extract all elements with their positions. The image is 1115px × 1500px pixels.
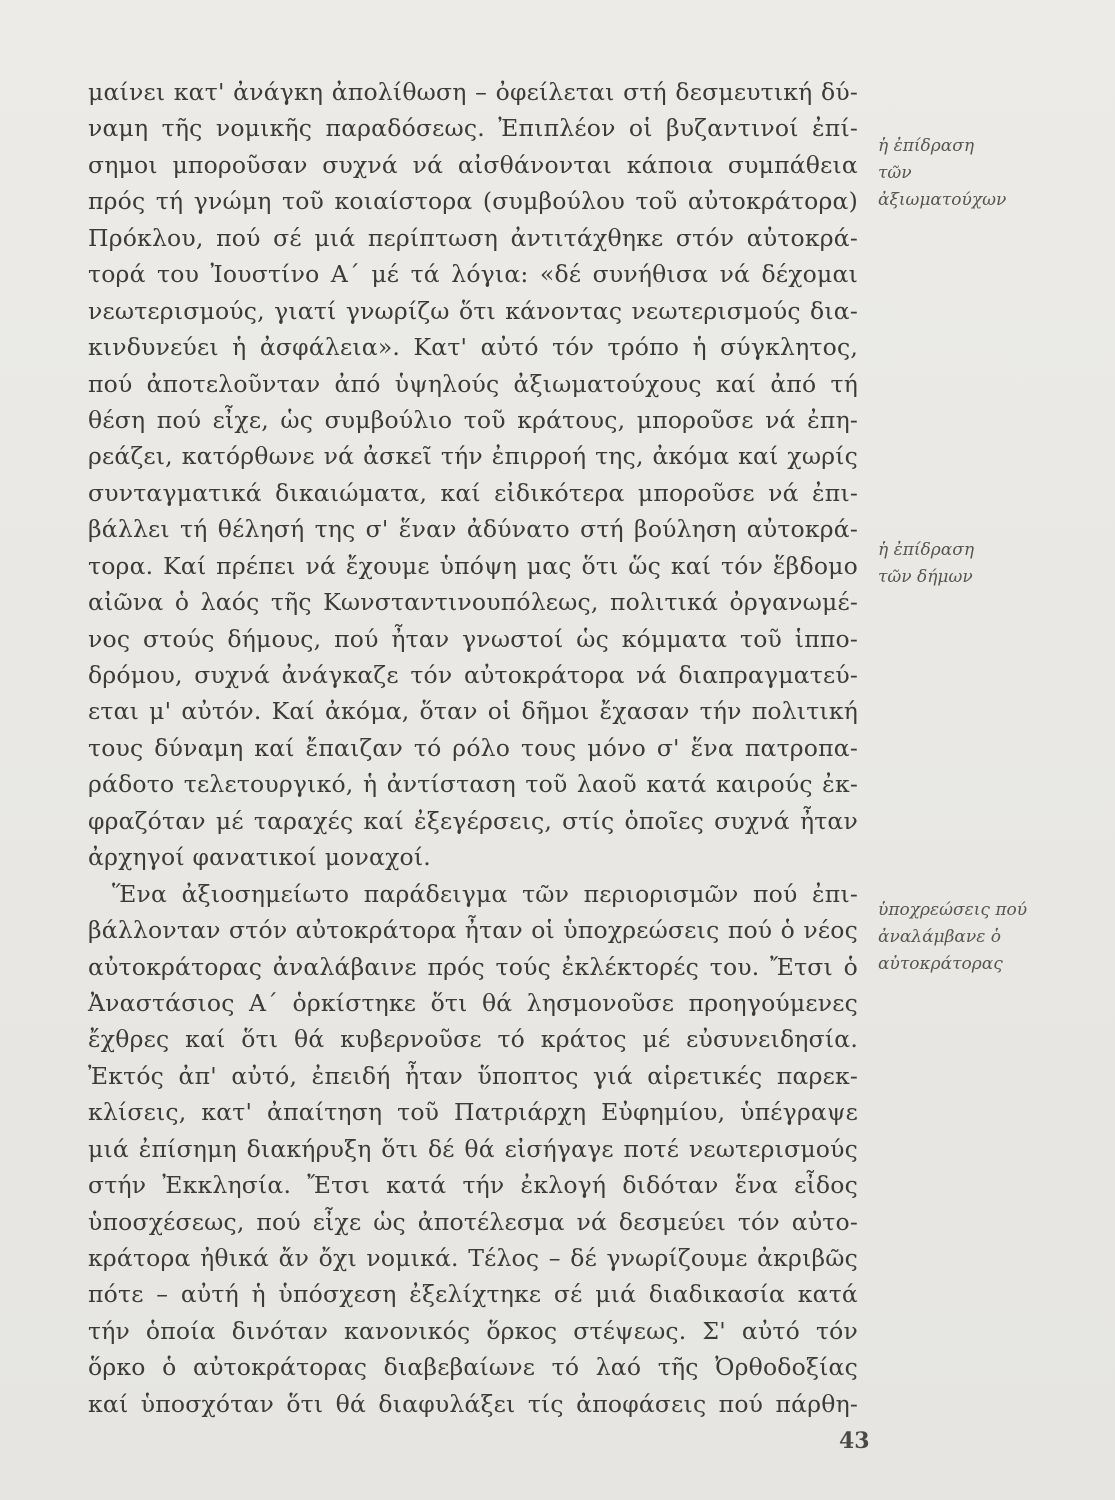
text-line: ὅρκο ὁ αὐτοκράτορας διαβεβαίωνε τό λαό τῆς Ὀρθοδοξίας [88, 1353, 858, 1382]
text-line: στήν Ἐκκλησία. Ἔτσι κατά τήν ἐκλογή διδόταν ἕνα εἶδος [88, 1171, 858, 1200]
margin-note-line: ἀναλάμβανε ὁ [878, 927, 1002, 947]
text-line: ἔχθρες καί ὅτι θά κυβερνοῦσε τό κράτος μέ εὐσυνειδησία. [88, 1025, 858, 1054]
text-line: νεωτερισμούς, γιατί γνωρίζω ὅτι κάνοντας νεωτερισμούς δια- [88, 296, 858, 325]
text-line: πού ἀποτελοῦνταν ἀπό ὑψηλούς ἀξιωματούχους καί ἀπό τή [88, 369, 858, 398]
margin-note-line: ἡ ἐπίδραση [878, 540, 975, 560]
margin-note-line: τῶν [878, 163, 912, 183]
text-line: αἰῶνα ὁ λαός τῆς Κωνσταντινουπόλεως, πολιτικά ὀργανωμέ- [88, 588, 858, 617]
text-line: ράδοτο τελετουργικό, ἡ ἀντίσταση τοῦ λαοῦ κατά καιρούς ἐκ- [88, 770, 858, 799]
text-line: βάλλει τή θέλησή της σ' ἕναν ἀδύνατο στή βούληση αὐτοκρά- [88, 515, 858, 544]
margin-note-officials [878, 133, 1078, 214]
text-line: ἀρχηγοί φανατικοί μοναχοί. [88, 843, 431, 872]
text-line: κράτορα ἠθικά ἄν ὄχι νομικά. Τέλος – δέ γνωρίζουμε ἀκριβῶς [88, 1244, 858, 1272]
text-line: ναμη τῆς νομικῆς παραδόσεως. Ἐπιπλέον οἱ βυζαντινοί ἐπί- [88, 114, 858, 143]
text-line: συνταγματικά δικαιώματα, καί εἰδικότερα μποροῦσε νά ἐπι- [88, 478, 858, 507]
text-line: κινδυνεύει ἡ ἀσφάλεια». Κατ' αὐτό τόν τρόπο ἡ σύγκλητος, [88, 333, 858, 362]
text-line: σημοι μποροῦσαν συχνά νά αἰσθάνονται κάποια συμπάθεια [88, 150, 858, 179]
text-line: μιά ἐπίσημη διακήρυξη ὅτι δέ θά εἰσήγαγε ποτέ νεωτερισμούς [88, 1134, 858, 1163]
margin-note-line: ἡ ἐπίδραση [878, 136, 975, 156]
text-line: εται μ' αὐτόν. Καί ἀκόμα, ὅταν οἱ δῆμοι ἔχασαν τήν πολιτική [88, 697, 858, 726]
text-line: Πρόκλου, πού σέ μιά περίπτωση ἀντιτάχθηκε στόν αὐτοκρά- [88, 223, 858, 252]
text-line: μαίνει κατ' ἀνάγκη ἀπολίθωση – ὀφείλεται στή δεσμευτική δύ- [88, 78, 858, 106]
text-line: τορα. Καί πρέπει νά ἔχουμε ὑπόψη μας ὅτι ὥς καί τόν ἕβδομο [88, 551, 858, 580]
main-text-body [88, 74, 858, 1422]
text-line: ὑποσχέσεως, πού εἶχε ὡς ἀποτέλεσμα νά δεσμεύει τόν αὐτο- [88, 1207, 858, 1236]
text-line: νος στούς δήμους, πού ἦταν γνωστοί ὡς κόμματα τοῦ ἱππο- [88, 624, 858, 653]
text-line: Ἕνα ἀξιοσημείωτο παράδειγμα τῶν περιορισμῶν πού ἐπι- [112, 879, 858, 908]
text-line: ρεάζει, κατόρθωνε νά ἀσκεῖ τήν ἐπιρροή της, ἀκόμα καί χωρίς [88, 442, 858, 471]
margin-note-obligations [878, 897, 1078, 978]
text-line: αὐτοκράτορας ἀναλάβαινε πρός τούς ἐκλέκτορές του. Ἔτσι ὁ [88, 952, 858, 981]
margin-note-line: ὑποχρεώσεις πού [878, 900, 1028, 920]
text-line: καί ὑποσχόταν ὅτι θά διαφυλάξει τίς ἀποφάσεις πού πάρθη- [88, 1389, 858, 1418]
text-line: τορά του Ἰουστίνο Α΄ μέ τά λόγια: «δέ συνήθισα νά δέχομαι [88, 260, 858, 289]
text-line: τήν ὁποία δινόταν κανονικός ὅρκος στέψεως. Σ' αὐτό τόν [88, 1316, 858, 1345]
text-line: φραζόταν μέ ταραχές καί ἐξεγέρσεις, στίς ὁποῖες συχνά ἦταν [88, 806, 858, 835]
text-line: δρόμου, συχνά ἀνάγκαζε τόν αὐτοκράτορα νά διαπραγματεύ- [88, 661, 858, 689]
margin-note-line: τῶν δήμων [878, 567, 973, 587]
page-number: 43 [839, 1428, 870, 1454]
text-line: θέση πού εἶχε, ὡς συμβούλιο τοῦ κράτους, μποροῦσε νά ἐπη- [88, 405, 858, 434]
text-line: Ἀναστάσιος Α΄ ὁρκίστηκε ὅτι θά λησμονοῦσε προηγούμενες [88, 988, 858, 1017]
text-line: κλίσεις, κατ' ἀπαίτηση τοῦ Πατριάρχη Εὐφημίου, ὑπέγραψε [88, 1098, 858, 1127]
text-line: Ἐκτός ἀπ' αὐτό, ἐπειδή ἦταν ὕποπτος γιά αἱρετικές παρεκ- [88, 1061, 858, 1090]
margin-note-line: αὐτοκράτορας [878, 954, 1003, 974]
text-line: βάλλονταν στόν αὐτοκράτορα ἦταν οἱ ὑποχρεώσεις πού ὁ νέος [88, 916, 858, 945]
margin-note-line: ἀξιωματούχων [878, 190, 1007, 210]
margin-note-demes [878, 537, 1078, 591]
text-line: πρός τή γνώμη τοῦ κοιαίστορα (συμβούλου τοῦ αὐτοκράτορα) [88, 187, 858, 216]
text-line: πότε – αὐτή ἡ ὑπόσχεση ἐξελίχτηκε σέ μιά διαδικασία κατά [88, 1280, 858, 1309]
text-line: τους δύναμη καί ἔπαιζαν τό ρόλο τους μόνο σ' ἕνα πατροπα- [88, 733, 858, 762]
